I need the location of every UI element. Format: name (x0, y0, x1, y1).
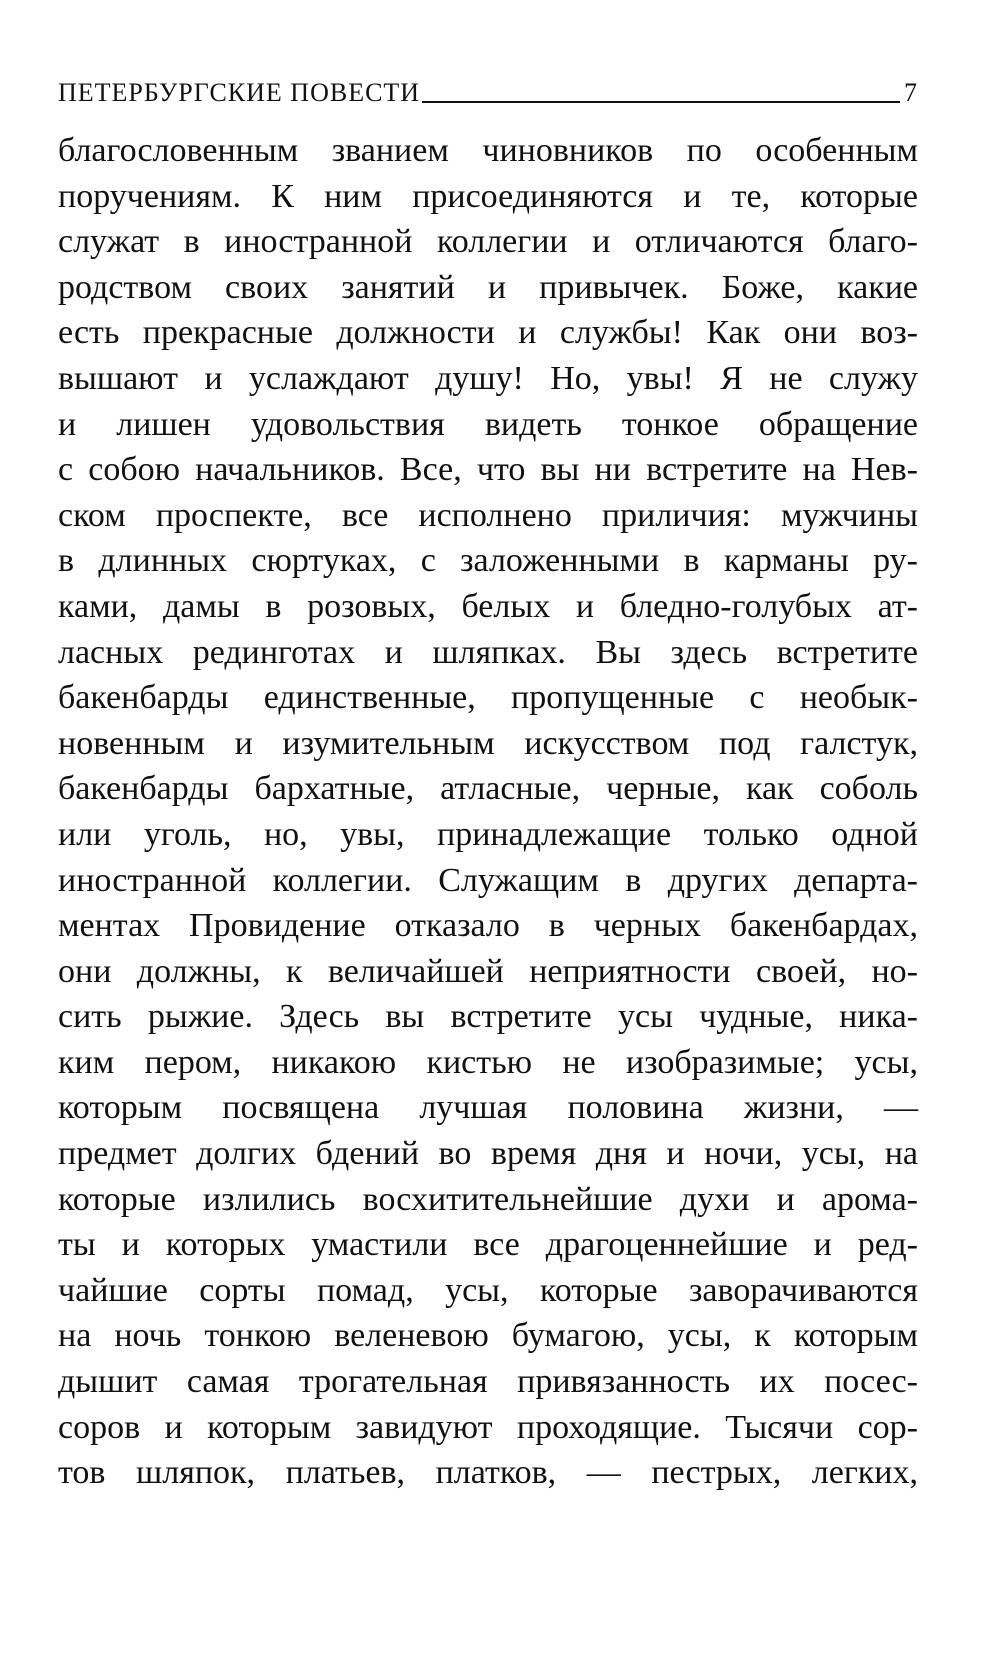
body-text (58, 128, 918, 1496)
text-line: и лишен удовольствия видеть тонкое обращение (58, 405, 918, 443)
text-line: ласных рединготах и шляпках. Вы здесь встретите (58, 633, 918, 671)
text-line: они должны, к величайшей неприятности своей, но- (58, 952, 918, 990)
text-line: служат в иностранной коллегии и отличаются благо- (58, 223, 918, 261)
text-line: родством своих занятий и привычек. Боже, какие (58, 268, 918, 306)
text-line: на ночь тонкою веленевою бумагою, усы, к которым (58, 1317, 918, 1355)
header-rule (422, 101, 900, 103)
text-line: есть прекрасные должности и службы! Как они воз- (58, 314, 918, 352)
text-line: тов шляпок, платьев, платков, — пестрых, легких, (58, 1454, 918, 1492)
page-number: 7 (904, 78, 918, 107)
text-line: сить рыжие. Здесь вы встретите усы чудные, ника- (58, 998, 918, 1036)
running-title: ПЕТЕРБУРГСКИЕ ПОВЕСТИ (58, 78, 421, 107)
text-line: иностранной коллегии. Служащим в других департа- (58, 861, 918, 899)
text-line: соров и которым завидуют проходящие. Тысячи сор- (58, 1408, 918, 1446)
text-line: ском проспекте, все исполнено приличия: мужчины (58, 496, 918, 534)
text-line: поручениям. К ним присоединяются и те, которые (58, 177, 918, 215)
book-page (58, 70, 918, 1496)
text-line: или уголь, но, увы, принадлежащие только одной (58, 815, 918, 853)
text-line: бакенбарды единственные, пропущенные с необык- (58, 679, 918, 717)
text-line: новенным и изумительным искусством под галстук, (58, 724, 918, 762)
text-line: ты и которых умастили все драгоценнейшие и ред- (58, 1226, 918, 1264)
text-line: благословенным званием чиновников по особенным (58, 132, 918, 169)
running-head (58, 70, 918, 106)
text-line: в длинных сюртуках, с заложенными в карманы ру- (58, 542, 918, 580)
text-line: ким пером, никакою кистью не изобразимые; усы, (58, 1043, 918, 1081)
text-line: вышают и услаждают душу! Но, увы! Я не служу (58, 359, 918, 397)
text-line: дышит самая трогательная привязанность их посес- (58, 1363, 918, 1401)
text-line: ментах Провидение отказало в черных бакенбардах, (58, 907, 918, 945)
text-line: которые излились восхитительнейшие духи и арома- (58, 1180, 918, 1218)
text-line: чайшие сорты помад, усы, которые заворачиваются (58, 1271, 918, 1309)
text-line: ками, дамы в розовых, белых и бледно-голубых ат- (58, 587, 918, 625)
text-line: которым посвящена лучшая половина жизни, — (58, 1089, 918, 1127)
text-line: с собою начальников. Все, что вы ни встретите на Нев- (58, 451, 918, 489)
text-line: предмет долгих бдений во время дня и ночи, усы, на (58, 1135, 918, 1173)
text-line: бакенбарды бархатные, атласные, черные, как соболь (58, 770, 918, 808)
